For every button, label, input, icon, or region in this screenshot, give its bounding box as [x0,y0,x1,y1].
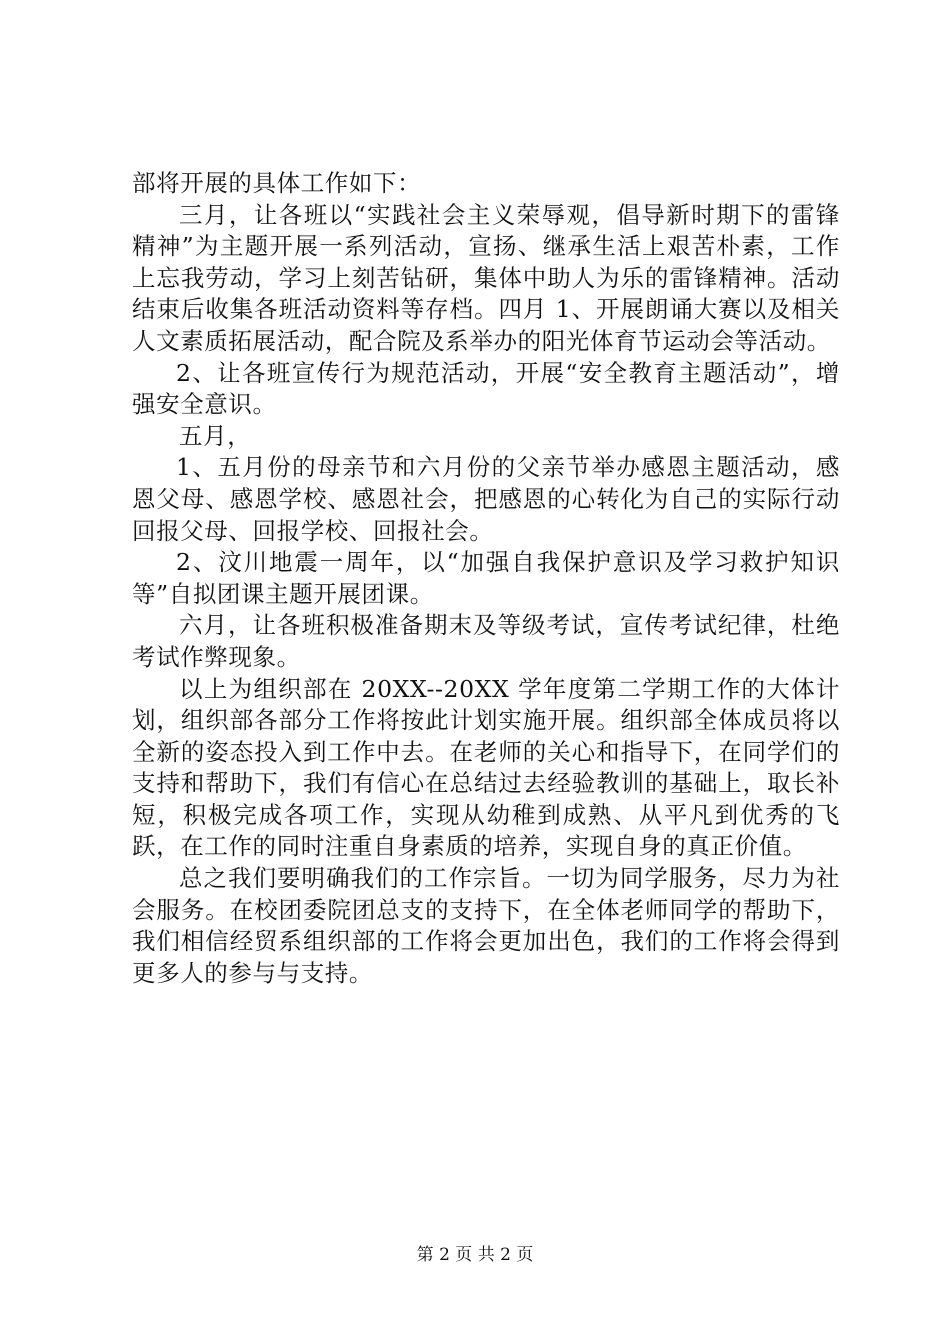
page-footer: 第 2 页 共 2 页 [416,1245,534,1265]
paragraph-june: 六月，让各班积极准备期末及等级考试，宣传考试纪律，杜绝考试作弊现象。 [132,611,840,671]
paragraph-march: 三月，让各班以“实践社会主义荣辱观，倡导新时期下的雷锋精神”为主题开展一系列活动，宣扬、继承生活上艰苦朴素，工作上忘我劳动，学习上刻苦钻研，集体中助人为乐的雷锋精神。活动结束后收集各班活动资料等存档。四月 1、开展朗诵大赛以及相关人文素质拓展活动，配合院及系举办的阳光体育节运动会等活动。 [132,200,840,355]
paragraph-may-item-1: 1、五月份的母亲节和六月份的父亲节举办感恩主题活动，感恩父母、感恩学校、感恩社会，把感恩的心转化为自己的实际行动回报父母、回报学校、回报社会。 [132,453,840,545]
paragraph-april-item-2: 2、让各班宣传行为规范活动，开展“安全教育主题活动”，增强安全意识。 [132,358,840,419]
paragraph-conclusion: 总之我们要明确我们的工作宗旨。一切为同学服务，尽力为社会服务。在校团委院团总支的支持下，在全体老师同学的帮助下，我们相信经贸系组织部的工作将会更加出色，我们的工作将会得到更多人的参与与支持。 [132,864,840,987]
document-body [132,168,840,989]
paragraph-may-heading: 五月， [179,421,252,450]
paragraph-continuation: 部将开展的具体工作如下： [132,169,422,197]
paragraph-may-item-2: 2、汶川地震一周年，以“加强自我保护意识及学习救护知识等”自拟团课主题开展团课。 [132,548,840,608]
paragraph-summary: 以上为组织部在 20XX--20XX 学年度第二学期工作的大体计划，组织部各部分工作将按此计划实施开展。组织部全体成员将以全新的姿态投入到工作中去。在老师的关心和指导下，在同学们的支持和帮助下，我们有信心在总结过去经验教训的基础上，取长补短，积极完成各项工作，实现从幼稚到成熟、从平凡到优秀的飞跃，在工作的同时注重自身素质的培养，实现自身的真正价值。 [132,674,840,861]
